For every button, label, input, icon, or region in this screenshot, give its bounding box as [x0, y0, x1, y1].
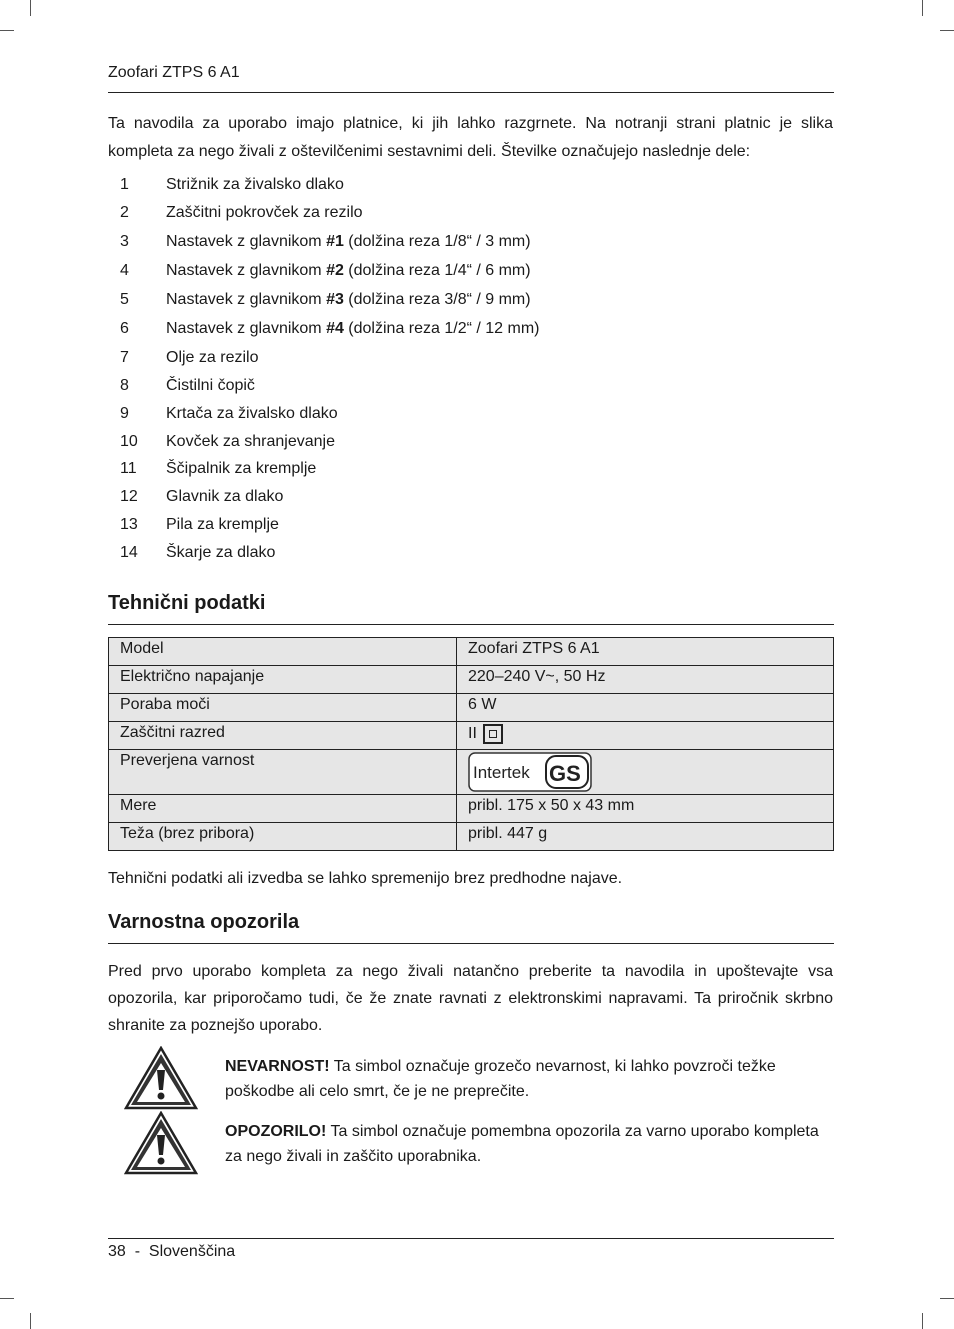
crop-mark	[922, 1313, 923, 1329]
table-row	[109, 722, 834, 750]
list-item-text	[166, 460, 316, 478]
list-item-number: 13	[120, 516, 138, 533]
danger-label: NEVARNOST!	[225, 1058, 330, 1075]
crop-mark	[922, 0, 923, 16]
list-item-label: Nastavek z glavnikom	[166, 291, 327, 308]
spec-label: Električno napajanje	[109, 666, 457, 694]
list-item-label: Ščipalnik za kremplje	[166, 460, 317, 477]
list-item-number: 8	[120, 377, 129, 394]
list-item-text	[166, 349, 258, 367]
spec-label: Teža (brez pribora)	[109, 823, 457, 851]
list-item-number: 1	[120, 176, 129, 193]
list-item-number: 14	[120, 544, 138, 561]
warning-text: Ta simbol označuje pomembna opozorila za varno uporabo kompleta za nego živali in zaščito uporabnika.	[225, 1123, 819, 1165]
spec-value: Zoofari ZTPS 6 A1	[457, 638, 834, 666]
list-item-bold: #1	[326, 233, 344, 250]
list-item-text	[166, 320, 539, 338]
svg-text:GS: GS	[549, 761, 581, 786]
crop-mark	[0, 1298, 14, 1299]
list-item-label: Pila za kremplje	[166, 516, 279, 533]
table-row	[109, 823, 834, 851]
list-item-number: 6	[120, 320, 129, 337]
spec-value: 6 W	[457, 694, 834, 722]
list-item-bold: #3	[326, 291, 344, 308]
list-item-bold: #4	[326, 320, 344, 337]
spec-label: Preverjena varnost	[109, 750, 457, 795]
warning-note	[225, 1119, 835, 1169]
table-row	[109, 795, 834, 823]
safety-paragraph: Pred prvo uporabo kompleta za nego živali natančno preberite ta navodila in upoštevajte vsa opozorila, kar priporočamo tudi, če že znate ravnati z elektronskimi napravami. Ta priročnik skrbno shranite za poznejšo uporabo.	[108, 963, 833, 1034]
list-item-text	[166, 233, 531, 251]
list-item-label: Škarje za dlako	[166, 544, 276, 561]
list-item-number: 2	[120, 204, 129, 221]
list-item-bold: #2	[326, 262, 344, 279]
tech-heading-rule	[108, 624, 834, 625]
list-item-text	[166, 262, 531, 280]
list-item-text	[166, 405, 338, 423]
list-item-text	[166, 544, 275, 562]
danger-warning-icon	[124, 1046, 198, 1110]
list-item-text	[166, 516, 279, 534]
list-item-text	[166, 176, 344, 194]
list-item-detail: (dolžina reza 1/4“ / 6 mm)	[343, 262, 531, 279]
list-item-label: Zaščitni pokrovček za rezilo	[166, 204, 363, 221]
list-item-detail: (dolžina reza 3/8“ / 9 mm)	[343, 291, 531, 308]
list-item-number: 5	[120, 291, 129, 308]
safety-heading-rule	[108, 943, 834, 944]
list-item-label: Nastavek z glavnikom	[166, 262, 327, 279]
list-item-label: Olje za rezilo	[166, 349, 259, 366]
list-item-text	[166, 488, 283, 506]
tech-heading: Tehnični podatki	[108, 592, 266, 614]
list-item-number: 12	[120, 488, 138, 505]
list-item-label: Kovček za shranjevanje	[166, 433, 335, 450]
header-rule	[108, 92, 834, 93]
list-item-number: 9	[120, 405, 129, 422]
list-item-label: Krtača za živalsko dlako	[166, 405, 338, 422]
intertek-logo-text: Intertek	[473, 763, 530, 782]
crop-mark	[940, 30, 954, 31]
spec-label: Mere	[109, 795, 457, 823]
list-item-detail: (dolžina reza 1/2“ / 12 mm)	[343, 320, 540, 337]
tech-note: Tehnični podatki ali izvedba se lahko spremenijo brez predhodne najave.	[108, 870, 623, 887]
spec-label: Zaščitni razred	[109, 722, 457, 750]
warning-label: OPOZORILO!	[225, 1123, 327, 1140]
intertek-gs-logo	[468, 752, 592, 792]
danger-note	[225, 1054, 835, 1104]
list-item-label: Nastavek z glavnikom	[166, 233, 327, 250]
footer-rule	[108, 1238, 834, 1239]
crop-mark	[940, 1298, 954, 1299]
page-footer: 38 - Slovenščina	[108, 1243, 236, 1260]
crop-mark	[0, 30, 14, 31]
list-item-label: Glavnik za dlako	[166, 488, 284, 505]
spec-label: Poraba moči	[109, 694, 457, 722]
list-item-number: 3	[120, 233, 129, 250]
list-item-label: Nastavek z glavnikom	[166, 320, 327, 337]
safety-heading: Varnostna opozorila	[108, 911, 300, 933]
spec-value	[457, 722, 834, 750]
intro-paragraph: Ta navodila za uporabo imajo platnice, ki jih lahko razgrnete. Na notranji strani platnic je slika kompleta za nego živali z oštevilčenimi sestavnimi deli. Številke označujejo naslednje dele:	[108, 115, 833, 160]
table-row	[109, 638, 834, 666]
list-item-number: 10	[120, 433, 138, 450]
list-item-number: 11	[120, 460, 137, 477]
list-item-label: Čistilni čopič	[166, 377, 255, 394]
list-item-number: 7	[120, 349, 129, 366]
list-item-number: 4	[120, 262, 129, 279]
spec-value: pribl. 175 x 50 x 43 mm	[457, 795, 834, 823]
danger-text: Ta simbol označuje grozečo nevarnost, ki lahko povzroči težke poškodbe ali celo smrt, če je ne preprečite.	[225, 1058, 776, 1100]
list-item-label: Strižnik za živalsko dlako	[166, 176, 344, 193]
list-item-text	[166, 204, 363, 222]
list-item-text	[166, 377, 255, 395]
tech-table	[108, 637, 834, 851]
spec-value: 220–240 V~, 50 Hz	[457, 666, 834, 694]
list-item-text	[166, 433, 335, 451]
spec-value: pribl. 447 g	[457, 823, 834, 851]
crop-mark	[30, 0, 31, 16]
list-item-detail: (dolžina reza 1/8“ / 3 mm)	[343, 233, 531, 250]
table-row	[109, 694, 834, 722]
list-item-text	[166, 291, 531, 309]
crop-mark	[30, 1313, 31, 1329]
warning-icon	[124, 1111, 198, 1175]
spec-value-text: II	[468, 725, 477, 743]
spec-label: Model	[109, 638, 457, 666]
spec-value	[457, 750, 834, 795]
table-row	[109, 666, 834, 694]
protection-class-icon	[483, 724, 503, 744]
page-header: Zoofari ZTPS 6 A1	[108, 64, 240, 81]
table-row	[109, 750, 834, 795]
